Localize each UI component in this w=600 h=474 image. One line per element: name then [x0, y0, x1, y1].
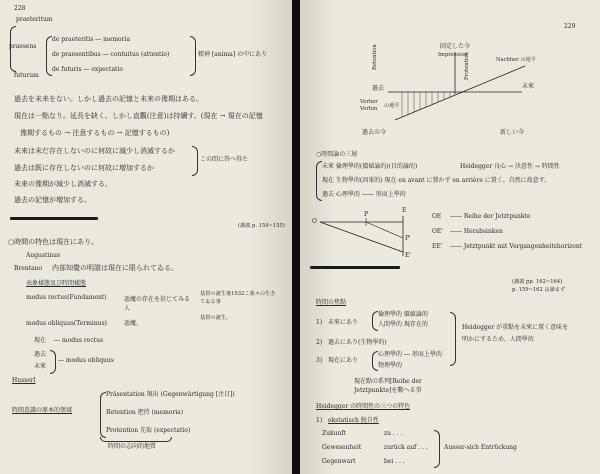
reference-note-1: (講義 pp. 162~164) — [512, 279, 563, 285]
legend-3-value: ―― Jetztpunkt mit Vergangenheitshorizont — [450, 243, 583, 250]
modes-heading: 表象樣態及び時間樣態 — [26, 280, 87, 287]
scheme-praeteritum: praeteritum — [16, 16, 53, 23]
scheme-futurum: futurum — [14, 72, 39, 79]
ek-zukunft-value: zu . . . — [384, 430, 403, 437]
focus-2-num: 2) — [316, 339, 323, 346]
paragraph-3: 豫期するもの → 注意するもの → 記憶するもの) — [20, 129, 170, 137]
genzai-value: ― modus rectus — [54, 337, 104, 344]
section-divider — [10, 217, 98, 220]
modus-obliquus: modus obliquus(Terminus) — [26, 320, 107, 327]
focus-3-c: 物理學的 — [378, 362, 403, 369]
genzai-label: 現在 — [34, 337, 47, 344]
diagram-nachher: Nachher の地平 — [496, 57, 536, 63]
scheme-brace-left — [10, 26, 16, 72]
scheme-praesens: praesens — [9, 43, 37, 50]
husserl-3: Protention 先取 (expectatio) — [106, 427, 191, 434]
reference-note-2: p. 159~162 は讀まず — [512, 287, 566, 293]
paragraph-1: 過去を未来をない。しかし過去の記憶と未来の豫期はある。 — [14, 95, 203, 103]
modus-rectus-note: 惡魔の存在を信じてみる人 — [124, 296, 191, 312]
focus-note-1: Heidegger が重點を未來に置く意味を — [462, 324, 569, 331]
modus-obliquus-note: 惡魔。 — [124, 320, 143, 327]
right-page — [300, 0, 600, 474]
book-gutter — [292, 0, 300, 474]
ek-gegenwart: Gegenwart — [322, 458, 356, 465]
ek-gewesenheit-value: zurück auf . . . — [384, 444, 428, 451]
legend-1-key: OE — [432, 213, 442, 220]
diagram-protention-label: Protention — [464, 52, 470, 80]
brentano-text: 内部知覺の明證は現在に限られてゐる。 — [52, 264, 178, 272]
kako-mirai-brace — [50, 350, 56, 374]
diagram-top-label-1: 固定した今 — [440, 43, 471, 50]
focus-right-brace — [450, 312, 456, 366]
scheme-row-3: de futuris ― expectatio — [52, 66, 123, 73]
focus-3-num: 3) — [316, 357, 323, 364]
diagram-bottom-right: 新しい今 — [500, 129, 525, 136]
question-brace — [192, 146, 198, 176]
husserl-4: 時間の志向的地質 — [108, 443, 157, 450]
diagram-vorher-3: の地平 — [384, 103, 400, 109]
focus-1-c: 人間學的 現存在的 — [378, 321, 428, 328]
legend-2-key: OE' — [432, 228, 443, 235]
name-augustinus: Augustinus — [26, 252, 61, 259]
side-note-2: 基督の誕生。 — [200, 315, 232, 321]
legend-2-value: ―― Herabsinken — [450, 228, 503, 235]
focus-title: 時間の焦點 — [316, 299, 347, 306]
paragraph-5: 過去は既に存在しないのに何故に増加するか — [14, 164, 154, 172]
section-title: ○時間の特色は現在にあり。 — [8, 238, 99, 246]
legend-1-value: ―― Reihe der Jetztpunkte — [450, 213, 531, 220]
focus-1-b: 倫理學的 價値論的 — [378, 311, 428, 318]
focus-1-a: 未來にあり — [328, 319, 359, 326]
diagram-right-label: 未來 — [522, 83, 535, 90]
diagram-bottom-left: 過去の今 — [362, 129, 387, 136]
kako-value: ― modus obliquus — [58, 357, 114, 364]
layers-title: ○時間論の三層 — [316, 151, 358, 158]
series-1: 現在點の系列[Reihe der — [354, 378, 422, 385]
paragraph-4: 未來は未だ存在しないのに何故に減少し消滅するか — [14, 147, 175, 155]
temporality-title: Heidegger の時間性の三つの特色 — [316, 403, 411, 410]
ek-brace — [434, 430, 440, 468]
ekstatisch-title: ekstatisch 脱自性 — [328, 417, 379, 424]
diagram-top-label-2: Impression — [438, 52, 468, 58]
layers-row-1: 未來 倫理學的(價値論的)(目的論的) — [322, 163, 418, 170]
focus-1-num: 1) — [316, 319, 323, 326]
diagram-vorher-2: Vorhin — [360, 106, 378, 112]
question-note: この問に答へ得た — [200, 156, 249, 163]
legend-3-key: EE' — [432, 243, 443, 250]
husserl-underbrace — [100, 437, 172, 442]
scheme-brace-right — [190, 36, 196, 76]
triangle-e: E — [402, 207, 407, 214]
husserl-label: 時間意識の原本的領域 — [12, 407, 73, 414]
series-2: Jetztpunkte]を數へる事 — [354, 387, 422, 394]
layers-heidegger: Heidegger 良心 → 決意性 → 時間性 — [460, 163, 560, 170]
page-number: 228 — [14, 5, 26, 12]
paragraph-7: 過去の記憶が増加する。 — [14, 196, 91, 204]
diagram-vorher-1: Vorher — [360, 99, 378, 105]
scheme-row-2: de praesentibus ― contuitus (attentio) — [52, 51, 170, 58]
mirai-label: 未來 — [34, 363, 47, 370]
ek-gegenwart-value: bei . . . — [384, 458, 405, 465]
page-number: 229 — [564, 23, 576, 30]
focus-3-b: 心理學的 ― 形而上學的 — [378, 351, 442, 358]
diagram-left-label: 過去 — [372, 85, 385, 92]
layers-row-3: 過去 心理學的 ―― 形而上學的 — [322, 191, 406, 198]
section-divider — [310, 266, 400, 269]
layers-row-2: 現在 生物學的(因果的) 現在 en avant に置かず en arrière に置く。自然に故意す。 — [322, 177, 551, 184]
ekstatisch-num: 1) — [316, 417, 323, 424]
ek-zukunft: Zukunft — [322, 430, 347, 437]
modus-rectus: modus rectus(Fundament) — [26, 294, 107, 301]
paragraph-6: 未來の豫期が減少し消滅する。 — [14, 180, 112, 188]
reference-note: (講義 p. 154~155) — [238, 223, 285, 229]
focus-2: 過去にあり(生物學的) — [328, 339, 387, 346]
triangle-ee: E' — [405, 252, 412, 259]
scheme-note: 精神 [anima] の中にあり — [198, 51, 268, 58]
ek-note: Ausser-sich Entrückung — [444, 444, 517, 451]
triangle-o: O — [312, 218, 317, 225]
husserl-1: Präsentation 現出 (Gegenwärtigung [注目]) — [106, 391, 235, 398]
paragraph-2: 現在は一點なり。延長を缺く。しかし直觀(注意)は持續す。(現在 → 現在の記憶 — [14, 112, 263, 120]
husserl-2: Retention 把持 (memoria) — [106, 409, 184, 416]
name-brentano: Brentano — [14, 265, 43, 272]
triangle-pp: P' — [405, 235, 411, 242]
triangle-p: P — [364, 211, 369, 218]
diagram-retention-label: Retention — [372, 44, 378, 70]
side-note-1: 基督の誕生後1932こ我々の生きてゐる事 — [200, 291, 276, 306]
name-husserl: Husserl — [12, 377, 36, 384]
focus-note-2: 明かにするため、人間學的 — [462, 336, 534, 343]
focus-3-a: 現在にあり — [328, 357, 359, 364]
scheme-row-1: de praeteritis ― memoria — [52, 36, 131, 43]
ek-gewesenheit: Gewesenheit — [322, 444, 362, 451]
left-page — [0, 0, 292, 474]
kako-label: 過去 — [34, 351, 47, 358]
